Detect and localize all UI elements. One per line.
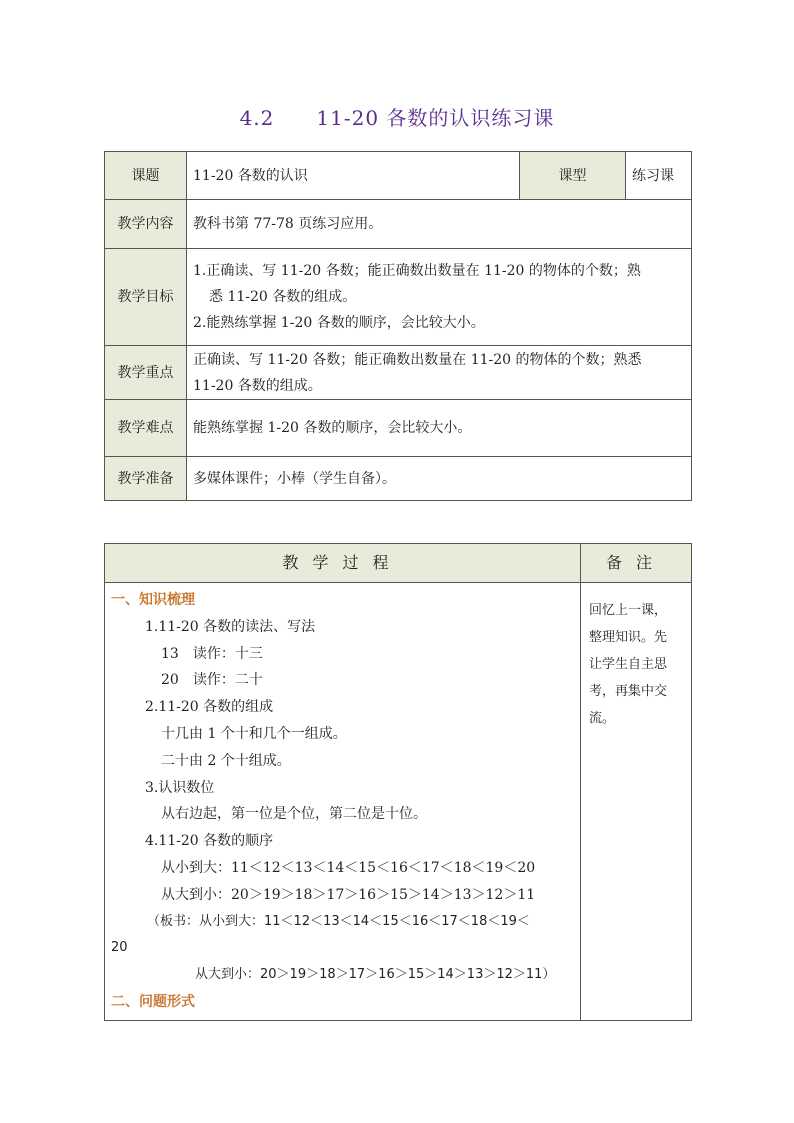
prep-row bbox=[105, 457, 692, 501]
difficulty-label: 教学难点 bbox=[105, 400, 187, 457]
type-value: 练习课 bbox=[626, 152, 692, 200]
item-3: 3.认识数位 bbox=[145, 779, 215, 796]
section-heading-1: 一、知识梳理 bbox=[111, 592, 195, 608]
focus-line-b: 11-20 各数的组成。 bbox=[193, 377, 322, 394]
item-1-a: 13 读作：十三 bbox=[161, 645, 263, 662]
content-value: 教科书第 77-78 页练习应用。 bbox=[187, 200, 692, 249]
goals-value bbox=[187, 249, 692, 346]
difficulty-row bbox=[105, 400, 692, 457]
prep-label: 教学准备 bbox=[105, 457, 187, 501]
page-title: 4.2 11-20 各数的认识练习课 bbox=[239, 106, 555, 130]
item-4-a: 从小到大：11＜12＜13＜14＜15＜16＜17＜18＜19＜20 bbox=[161, 859, 536, 876]
content-label: 教学内容 bbox=[105, 200, 187, 249]
topic-label: 课题 bbox=[105, 152, 187, 200]
goal-1a: 1.正确读、写 11-20 各数；能正确数出数量在 11-20 的物体的个数；熟 bbox=[193, 263, 641, 279]
note-line-4: 考，再集中交 bbox=[589, 684, 668, 699]
section-heading-2: 二、问题形式 bbox=[111, 993, 195, 1010]
board-note-3: 从大到小：20＞19＞18＞17＞16＞15＞14＞13＞12＞11） bbox=[195, 967, 556, 983]
item-4: 4.11-20 各数的顺序 bbox=[145, 833, 274, 850]
difficulty-value: 能熟练掌握 1-20 各数的顺序，会比较大小。 bbox=[187, 400, 692, 457]
item-3-a: 从右边起，第一位是个位，第二位是十位。 bbox=[161, 806, 427, 823]
note-line-3: 让学生自主思 bbox=[589, 657, 668, 672]
focus-label: 教学重点 bbox=[105, 346, 187, 400]
process-header-row bbox=[105, 544, 692, 583]
process-body bbox=[105, 583, 581, 1021]
item-4-b: 从大到小：20＞19＞18＞17＞16＞15＞14＞13＞12＞11 bbox=[161, 886, 536, 903]
goals-label: 教学目标 bbox=[105, 249, 187, 346]
prep-value: 多媒体课件；小棒（学生自备）。 bbox=[187, 457, 692, 501]
lesson-info-table bbox=[104, 151, 692, 501]
topic-row bbox=[105, 152, 692, 200]
item-1: 1.11-20 各数的读法、写法 bbox=[145, 618, 316, 635]
topic-value: 11-20 各数的认识 bbox=[187, 152, 520, 200]
board-note-2: 20 bbox=[111, 940, 128, 956]
board-note-1: （板书：从小到大：11＜12＜13＜14＜15＜16＜17＜18＜19＜ bbox=[147, 913, 530, 929]
process-body-row bbox=[105, 583, 692, 1021]
note-header: 备注 bbox=[581, 544, 692, 583]
goal-2: 2.能熟练掌握 1-20 各数的顺序，会比较大小。 bbox=[193, 315, 485, 331]
note-line-1: 回忆上一课， bbox=[589, 603, 668, 618]
process-header: 教学过程 bbox=[105, 544, 581, 583]
note-line-2: 整理知识。先 bbox=[589, 630, 668, 645]
focus-line-a: 正确读、写 11-20 各数；能正确数出数量在 11-20 的物体的个数；熟悉 bbox=[193, 351, 642, 368]
item-2-b: 二十由 2 个十组成。 bbox=[161, 752, 291, 769]
focus-value bbox=[187, 346, 692, 400]
item-2-a: 十几由 1 个十和几个一组成。 bbox=[161, 725, 347, 742]
type-label: 课型 bbox=[520, 152, 626, 200]
goals-row bbox=[105, 249, 692, 346]
item-1-b: 20 读作：二十 bbox=[161, 672, 263, 689]
note-body bbox=[581, 583, 692, 1021]
note-line-5: 流。 bbox=[589, 711, 616, 726]
goal-1b: 悉 11-20 各数的组成。 bbox=[209, 289, 357, 305]
content-row bbox=[105, 200, 692, 249]
teaching-process-table bbox=[104, 543, 692, 1021]
item-2: 2.11-20 各数的组成 bbox=[145, 699, 274, 716]
focus-row bbox=[105, 346, 692, 400]
